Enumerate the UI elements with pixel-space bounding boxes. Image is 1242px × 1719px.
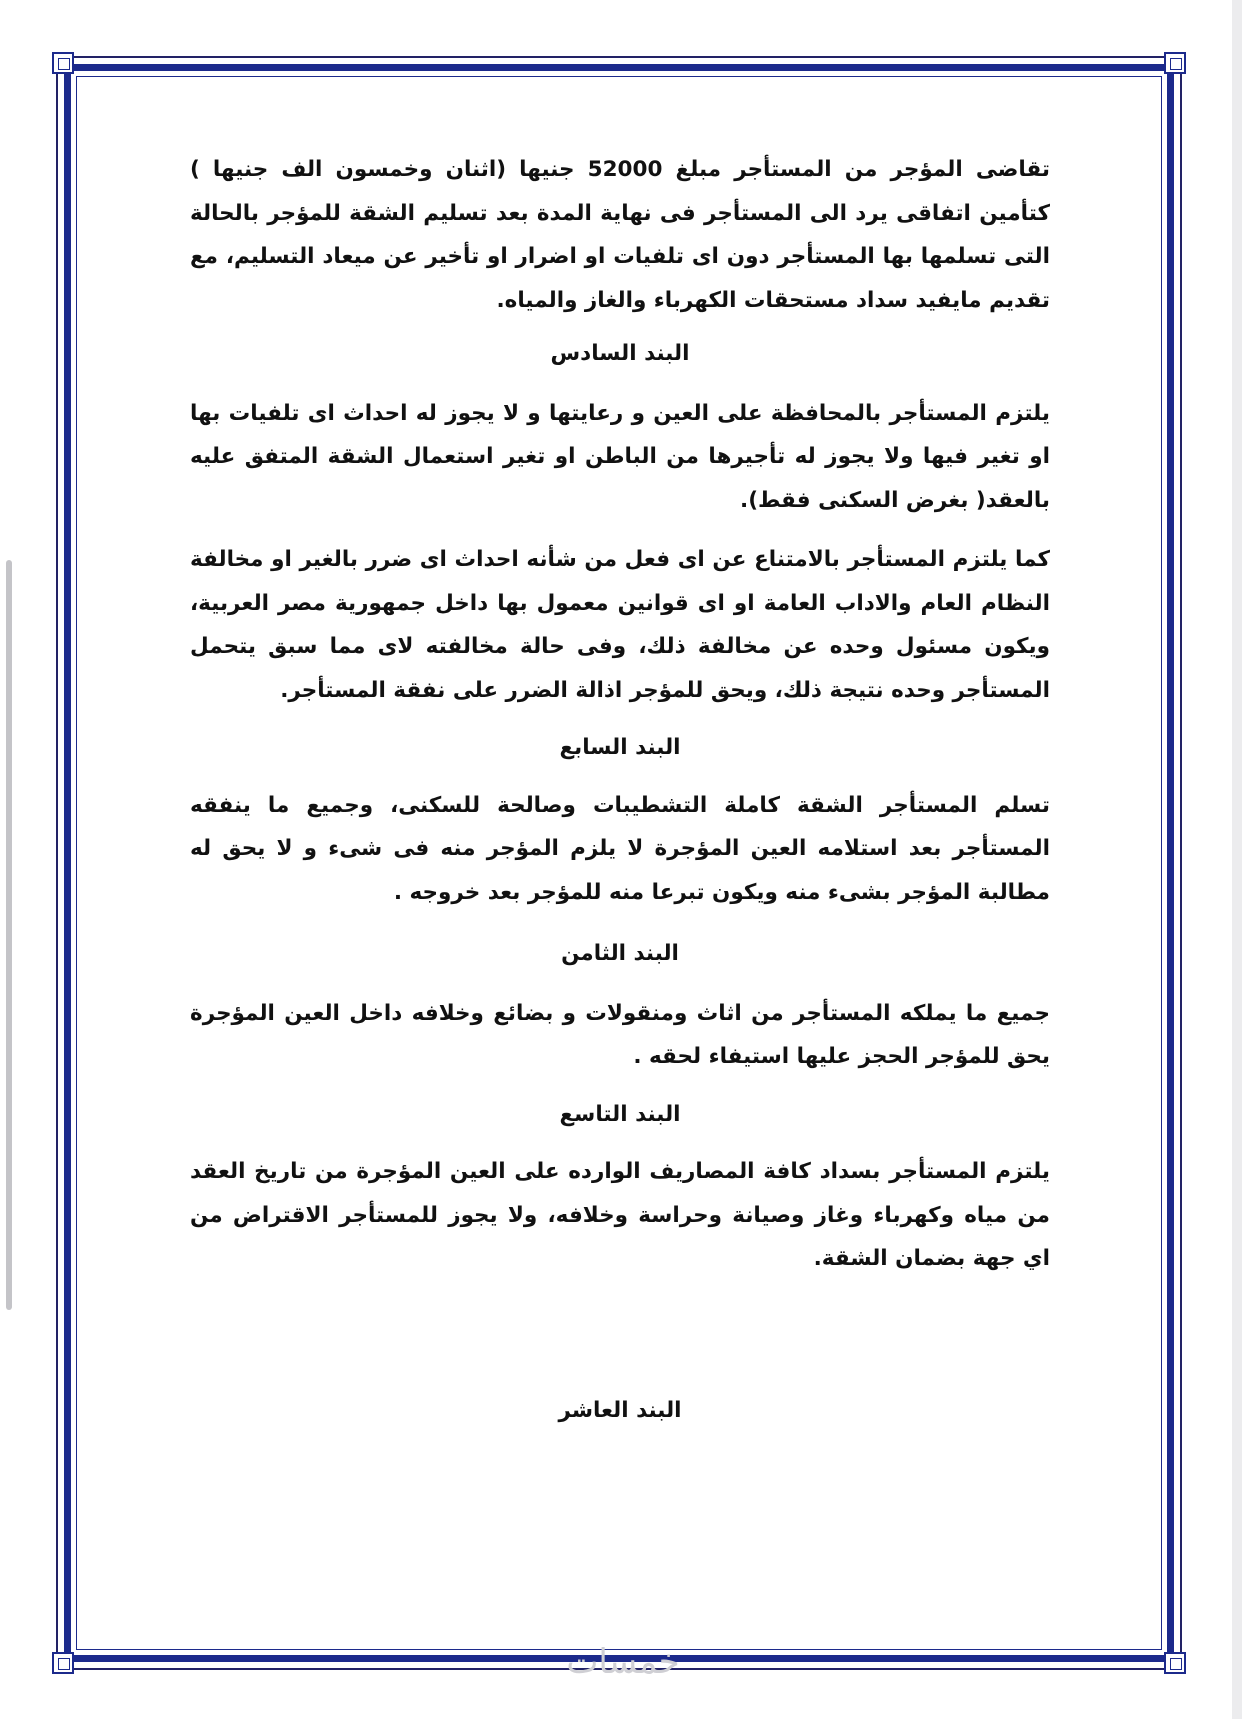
corner-ornament-top-left (52, 52, 74, 74)
clause-8-paragraph: جميع ما يملكه المستأجر من اثاث ومنقولات و بضائع وخلافه داخل العين المؤجرة يحق للمؤجر الحجز عليها استيفاء لحقه . (190, 1000, 1050, 1069)
clause-6-paragraph-1: يلتزم المستأجر بالمحافظة على العين و رعايتها و لا يجوز له احداث اى تلفيات بها او تغير فيها ولا يجوز له تأجيرها من الباطن او تغير استعمال الشقة المتفق عليه بالعقد( بغرض السكنى فقط). (190, 400, 1050, 513)
clause-7-paragraph: تسلم المستأجر الشقة كاملة التشطيبات وصالحة للسكنى، وجميع ما ينفقه المستأجر بعد استلامه العين المؤجرة لا يلزم المؤجر منه فى شىء و لا يحق له مطالبة المؤجر بشىء منه ويكون تبرعا منه للمؤجر بعد خروجه . (190, 792, 1050, 905)
page-edge (1232, 0, 1242, 1719)
clause-7-heading: البند السابع (559, 735, 681, 760)
clause-6-heading: البند السادس (550, 341, 690, 366)
deposit-paragraph: تقاضى المؤجر من المستأجر مبلغ 52000 جنيها (اثنان وخمسون الف جنيها ) كتأمين اتفاقى يرد الى المستأجر فى نهاية المدة بعد تسليم الشقة للمؤجر بالحالة التى تسلمها بها المستأجر دون اى تلفيات او اضرار او تأخير عن ميعاد التسليم، مع تقديم مايفيد سداد مستحقات الكهرباء والغاز والمياه. (190, 157, 1050, 313)
corner-ornament-top-right (1164, 52, 1186, 74)
clause-9-paragraph: يلتزم المستأجر بسداد كافة المصاريف الوارده على العين المؤجرة من تاريخ العقد من مياه وكهرباء وغاز وصيانة وحراسة وخلافه، ولا يجوز للمستأجر الاقتراض من اي جهة بضمان الشقة. (190, 1159, 1050, 1271)
clause-9-heading: البند التاسع (559, 1101, 681, 1127)
site-watermark: خمسات (566, 1642, 680, 1682)
scrollbar[interactable] (6, 560, 12, 1310)
contract-body (190, 148, 1050, 1432)
clause-10-heading: البند العاشر (558, 1397, 682, 1423)
corner-ornament-bottom-right (1164, 1652, 1186, 1674)
clause-8-heading: البند الثامن (561, 941, 679, 966)
corner-ornament-bottom-left (52, 1652, 74, 1674)
clause-6-paragraph-2: كما يلتزم المستأجر بالامتناع عن اى فعل من شأنه احداث اى ضرر بالغير او مخالفة النظام العام والاداب العامة او اى قوانين معمول بها داخل جمهورية مصر العربية، ويكون مسئول وحده عن مخالفة ذلك، وفى حالة مخالفته لاى مما سبق يتحمل المستأجر وحده نتيجة ذلك، ويحق للمؤجر اذالة الضرر على نفقة المستأجر. (190, 547, 1050, 703)
